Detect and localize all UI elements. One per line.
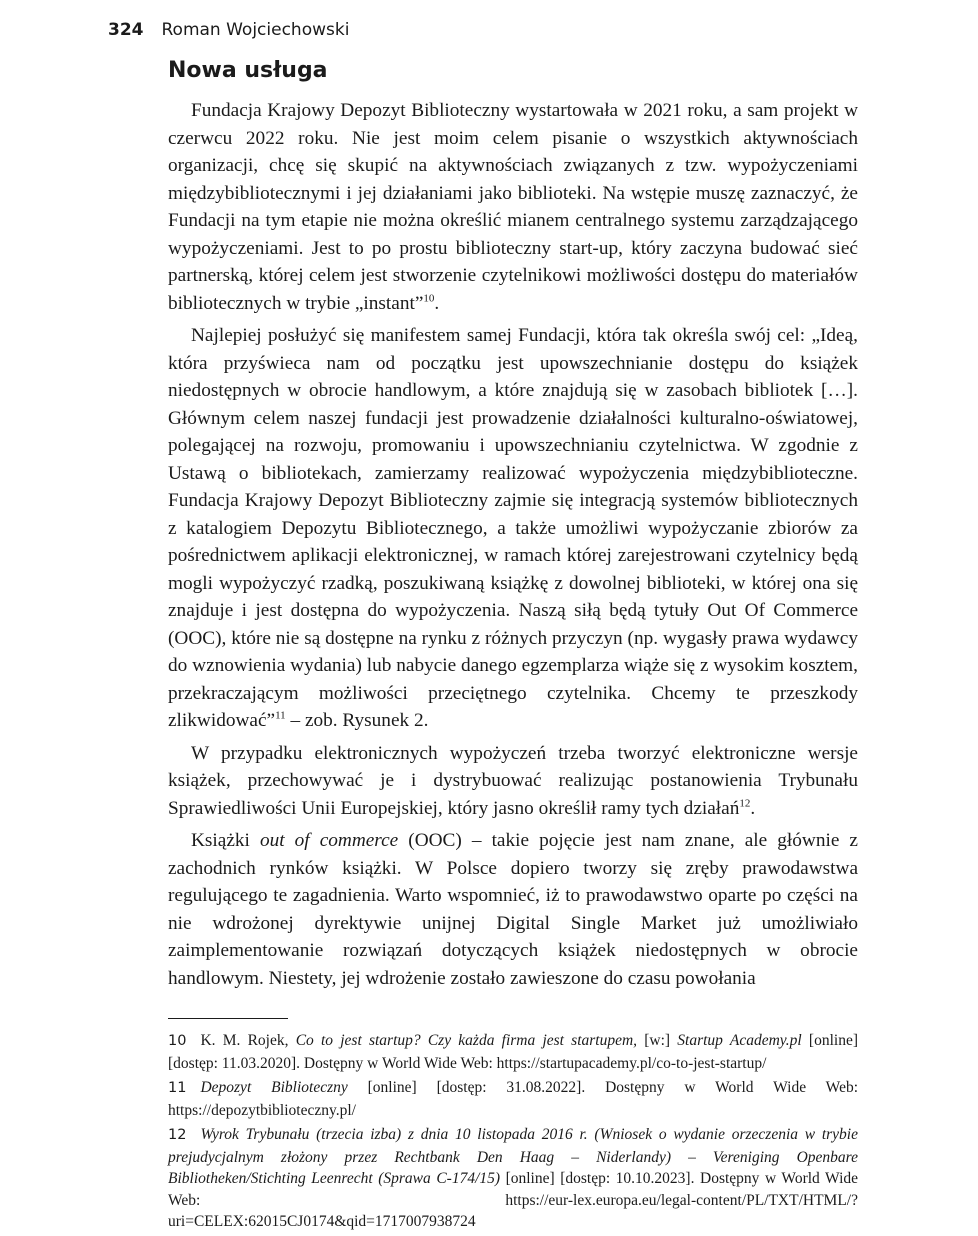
paragraph-3-text: W przypadku elektronicznych wypożyczeń trzeba tworzyć elektroniczne wersje książek, przechowywać je i dystrybuować realizując postanowienia Trybunału Sprawiedliwości Unii Europejskiej, który jasno określił ramy tych działań xyxy=(168,742,858,819)
footnote-separator xyxy=(168,1018,288,1019)
paragraph-1 xyxy=(168,97,858,317)
footnote-ref-10: 10 xyxy=(423,292,435,305)
footnote-text: [online] [dostęp: 31.08.2022]. Dostępny w World Wide Web: https://depozytbiblioteczny.pl/ xyxy=(168,1079,858,1119)
footnote-ref-11: 11 xyxy=(275,709,286,722)
paragraph-3 xyxy=(168,740,858,823)
footnote-10 xyxy=(168,1030,858,1074)
footnote-title: Co to jest startup? Czy każda firma jest startupem, xyxy=(295,1032,638,1049)
footnote-text: K. M. Rojek, xyxy=(200,1032,296,1049)
footnote-ref-12: 12 xyxy=(739,797,751,810)
paragraph-4-rest: (OOC) – takie pojęcie jest nam znane, ale głównie z zachodnich rynków książki. W Polsce dopiero tworzy się zręby prawodawstwa regulującego te zagadnienia. Warto wspomnieć, iż to prawodawstwo oparte po części na nie wdrożonej dyrektywie unijnej Digital Single Market już umożliwiało zaimplementowanie rozwiązań dotyczących książek niedostępnych w obrocie handlowym. Niestety, jej wdrożenie zostało zawieszone do czasu powołania xyxy=(168,830,858,989)
paragraph-4 xyxy=(168,827,858,992)
footnote-title: Wyrok Trybunału (trzecia izba) z dnia 10 listopada 2016 r. (Wniosek o wydanie orzeczenia w trybie prejudycjalnym złożony przez Rechtbank Den Haag – Niderlandy) – Vereniging Openbare Bibliotheken/Stichting Leenrecht (Sprawa C-174/15) xyxy=(168,1126,858,1187)
paragraph-4-italic-term: out of commerce xyxy=(259,830,399,851)
footnote-source: Startup Academy.pl xyxy=(677,1032,802,1049)
running-head-author: Roman Wojciechowski xyxy=(161,20,350,40)
page-number: 324 xyxy=(108,20,144,40)
paragraph-1-text: Fundacja Krajowy Depozyt Biblioteczny wystartowała w 2021 roku, a sam projekt w czerwcu 2022 roku. Nie jest moim celem pisanie o wszystkich aktywnościach organizacji, chcę się skupić na aktywnościach związanych z tzw. wypożyczeniami międzybibliotecznymi i jej działaniami jako biblioteki. Na wstępie muszę zaznaczyć, że Fundacji na tym etapie nie można określić mianem centralnego systemu zarządzającego wypożyczeniami. Jest to po prostu biblioteczny start-up, który zaczyna budować sieć partnerską, której celem jest stworzenie czytelnikowi możliwości dostępu do materiałów bibliotecznych w trybie „instant” xyxy=(168,100,858,314)
section-title: Nowa usługa xyxy=(168,58,328,83)
paragraph-4-start: Książki xyxy=(191,830,260,851)
footnote-text: [w:] xyxy=(637,1032,678,1049)
running-head xyxy=(108,20,349,40)
footnote-12 xyxy=(168,1124,858,1233)
footnote-text: [online] [dostęp: 10.10.2023]. Dostępny w World Wide Web: https://eur-lex.europa.eu/legal-content/PL/TXT/HTML/?uri=CELEX:62015CJ0174&qid=1717007938724 xyxy=(168,1170,858,1230)
paragraph-3-end: . xyxy=(750,797,756,819)
paragraph-2-text: Najlepiej posłużyć się manifestem samej Fundacji, która tak określa swój cel: „Ideą, która przyświeca nam od początku jest upowszechnianie dostępu do książek niedostępnych w obrocie handlowym, a które znajdują się w zasobach bibliotek […]. Głównym celem naszej fundacji jest prowadzenie działalności kulturalno-oświatowej, polegającej na rozwoju, promowaniu i upowszechnianiu czytelnictwa. W zgodnie z Ustawą o bibliotekach, zamierzamy realizować wypożyczenia międzybiblioteczne. Fundacja Krajowy Depozyt Biblioteczny zajmie się integracją systemów bibliotecznych z katalogiem Depozytu Bibliotecznego, a także umożliwi wypożyczanie zbiorów za pośrednictwem aplikacji elektronicznej, w ramach której zarejestrowani czytelnicy będą mogli wypożyczyć rzadką, poszukiwaną książkę z dowolnej biblioteki, w której ona się znajduje i jest dostępna do wypożyczenia. Naszą siłą będą tytuły Out Of Commerce (OOC), które nie są dostępne na rynku z różnych przyczyn (np. wygasły prawa wydawcy do wznowienia wydania) lub nabycie danego egzemplarza wiąże się z wysokim kosztem, przekraczającym możliwości przeciętnego czytelnika. Chcemy te przeszkody zlikwidować” xyxy=(168,325,858,731)
paragraph-2-end: – zob. Rysunek 2. xyxy=(285,710,429,731)
footnote-number: 11 xyxy=(168,1080,187,1096)
footnote-text: [online] [dostęp: 11.03.2020]. Dostępny w World Wide Web: https://startupacademy.pl/co-to-jest-startup/ xyxy=(168,1032,859,1072)
footnotes xyxy=(168,1030,858,1236)
footnote-number: 10 xyxy=(168,1033,187,1049)
paragraph-1-end: . xyxy=(434,292,440,314)
footnote-title: Depozyt Biblioteczny xyxy=(200,1079,348,1096)
footnote-number: 12 xyxy=(168,1127,187,1143)
paragraph-2 xyxy=(168,322,858,735)
body-text xyxy=(168,97,858,997)
footnote-11 xyxy=(168,1077,858,1121)
